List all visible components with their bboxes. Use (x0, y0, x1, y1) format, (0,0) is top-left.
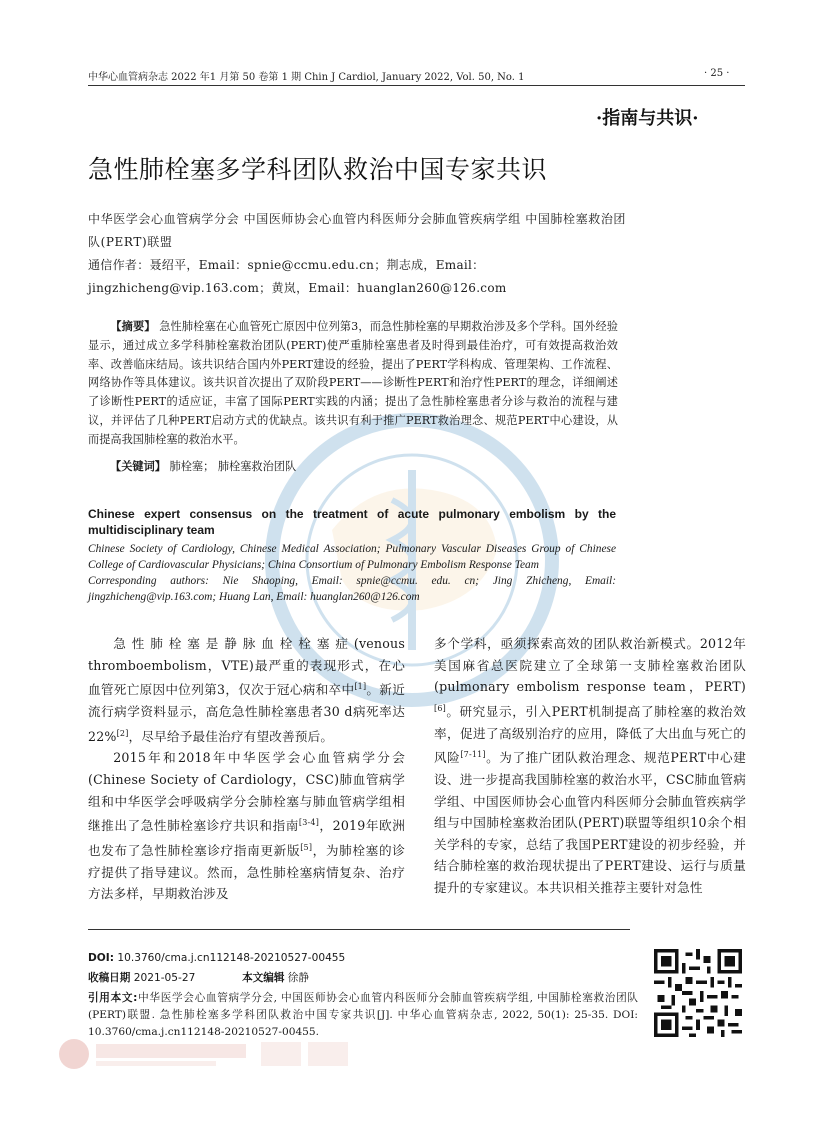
dates-line (88, 970, 309, 987)
journal-header: 中华心血管病杂志 2022 年1 月第 50 卷第 1 期 Chin J Cardiol, January 2022, Vol. 50, No. 1 (88, 72, 525, 83)
paragraph (434, 633, 746, 899)
received-date: 2021-05-27 (130, 972, 196, 984)
reference-link[interactable]: [6] (434, 703, 446, 713)
qr-code-icon[interactable] (654, 949, 742, 1037)
abstract-text: 急性肺栓塞在心血管死亡原因中位列第3，而急性肺栓塞的早期救治涉及多个学科。国外经验显示，通过成立多学科肺栓塞救治团队(PERT)使严重肺栓塞患者及时得到最佳治疗，可有效提高救治效率、改善临床结局。该共识结合国内外PERT建设的经验，提出了PERT学科构成、管理架构、工作流程、网络协作等具体建议。该共识首次提出了双阶段PERT——诊断性PERT和治疗性PERT的理念，详细阐述了诊断性PERT的适应证，丰富了国际PERT实践的内涵；提出了急性肺栓塞患者分诊与救治的流程与建议，并评估了几种PERT启动方式的优缺点。该共识有利于推广PERT救治理念、规范PERT中心建设，从而提高我国肺栓塞的救治水平。 (88, 320, 618, 446)
text-run: 。研究显示，引入PERT机制提高了肺栓塞的救治效率，促进了高级别治疗的应用，降低了大出血与死亡的风险 (434, 703, 746, 766)
publisher-logo-icon (56, 1036, 356, 1072)
english-corresponding: Corresponding authors: Nie Shaoping, Email: spnie@ccmu. edu. cn; Jing Zhicheng, Email: jingzhicheng@vip.163.com; Huang Lan, Email: huanglan260@126.com (88, 575, 616, 603)
text-run: ，尽早给予最佳治疗有望改善预后。 (128, 728, 334, 744)
english-title: Chinese expert consensus on the treatment of acute pulmonary embolism by the multidisciplinary team (88, 507, 616, 537)
reference-link[interactable]: [1] (354, 682, 367, 692)
abstract-label: 【摘要】 (110, 320, 156, 333)
keywords-label: 【关键词】 (110, 460, 166, 473)
keywords-text: 肺栓塞； 肺栓塞救治团队 (169, 460, 297, 473)
reference-link[interactable]: [3-4] (298, 818, 320, 828)
article-title: 急性肺栓塞多学科团队救治中国专家共识 (88, 155, 548, 184)
authors: 中华医学会心血管病学分会 中国医师协会心血管内科医师分会肺血管疾病学组 中国肺栓塞救治团队(PERT)联盟 (88, 212, 627, 249)
text-run: ，为肺栓塞的诊疗提供了指导建议。然而，急性肺栓塞病情复杂、治疗方法多样，早期救治涉及 (88, 843, 405, 902)
body-right-column (434, 633, 746, 899)
doi-line (88, 950, 345, 967)
english-affiliation (88, 541, 616, 605)
text-run: 2015年和2018年中华医学会心血管病学分会(Chinese Society of Cardiology，CSC)肺血管病学组和中华医学会呼吸病学分会肺栓塞与肺血管病学组相继推出了急性肺栓塞诊疗共识和指南 (88, 750, 405, 834)
abstract (88, 318, 618, 450)
paragraph (88, 747, 405, 905)
editor-name: 徐静 (284, 972, 309, 984)
text-run: ，2019年欧洲也发布了急性肺栓塞诊疗指南更新版 (88, 818, 405, 859)
doi-label: DOI: (88, 952, 114, 964)
received-label: 收稿日期 (88, 972, 131, 984)
reference-link[interactable]: [7-11] (460, 750, 486, 760)
cite-text: 中华医学会心血管病学分会, 中国医师协会心血管内科医师分会肺血管疾病学组, 中国肺栓塞救治团队(PERT)联盟. 急性肺栓塞多学科团队救治中国专家共识[J]. 中华心血管病杂志, 2022, 50(1): 25-35. DOI: 10.3760/cma.j.cn112148-20210527-00455. (88, 992, 638, 1038)
doi-link[interactable]: 10.3760/cma.j.cn112148-20210527-00455 (113, 952, 346, 964)
body-left-column (88, 633, 405, 905)
reference-link[interactable]: [2] (116, 728, 129, 738)
english-affiliation-text: Chinese Society of Cardiology, Chinese Medical Association; Pulmonary Vascular Diseases Group of Chinese College of Cardiovascular Physicians; China Consortium of Pulmonary Embolism Response Team (88, 543, 616, 571)
editor-label: 本文编辑 (242, 972, 285, 984)
header-divider (88, 85, 745, 86)
cite-label: 引用本文: (88, 992, 138, 1004)
text-run: 急性肺栓塞是静脉血栓栓塞症(venous thromboembolism，VTE)最严重的表现形式，在心血管死亡原因中位列第3，仅次于冠心病和卒中 (88, 636, 405, 698)
text-run: 。新近流行病学资料显示，高危急性肺栓塞患者30 d病死率达22% (88, 682, 405, 744)
reference-link[interactable]: [5] (300, 842, 313, 852)
corresponding-authors: 通信作者：聂绍平，Email：spnie@ccmu.edu.cn；荆志成，Email：jingzhicheng@vip.163.com；黄岚，Email：huanglan260@126.com (88, 258, 507, 295)
keywords (110, 458, 296, 474)
text-run: 。为了推广团队救治理念、规范PERT中心建设、进一步提高我国肺栓塞的救治水平，CSC肺血管病学组、中国医师协会心血管内科医师分会肺血管疾病学组与中国肺栓塞救治团队(PERT)联盟等组织10余个相关学科的专家，总结了我国PERT建设的初步经验，并结合肺栓塞的救治现状提出了PERT建设、运行与质量提升的专家建议。本共识相关推荐主要针对急性 (434, 750, 746, 895)
footer-divider (88, 929, 630, 930)
page-number: · 25 · (704, 68, 730, 79)
section-tag: ·指南与共识· (596, 108, 699, 129)
text-run: 多个学科，亟须探索高效的团队救治新模式。2012年美国麻省总医院建立了全球第一支肺栓塞救治团队(pulmonary embolism response team，PERT) (434, 636, 746, 695)
citation (88, 990, 638, 1041)
paragraph (88, 633, 405, 747)
